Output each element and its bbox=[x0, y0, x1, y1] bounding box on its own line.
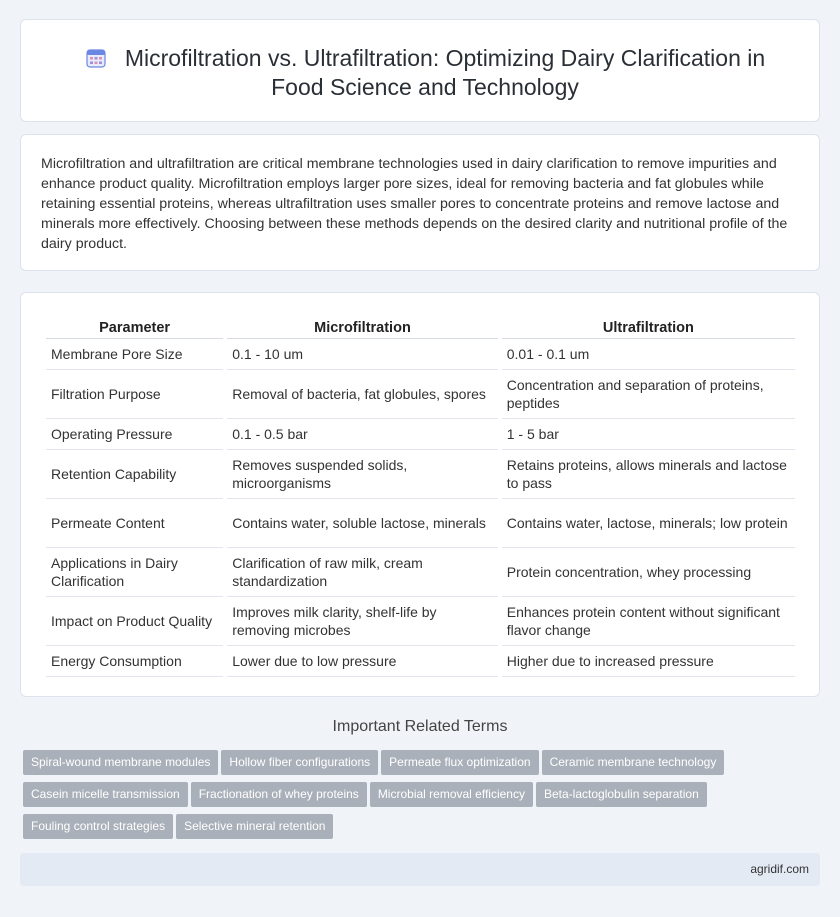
table-cell: Retention Capability bbox=[46, 450, 223, 499]
footer-site-link[interactable]: agridif.com bbox=[750, 862, 809, 876]
table-cell: Membrane Pore Size bbox=[46, 339, 223, 370]
footer-bar bbox=[20, 853, 820, 886]
related-term-tag[interactable]: Spiral-wound membrane modules bbox=[23, 750, 218, 775]
related-terms-heading: Important Related Terms bbox=[332, 718, 508, 735]
comparison-table bbox=[42, 315, 799, 677]
table-row bbox=[46, 548, 795, 597]
table-cell: Removal of bacteria, fat globules, spores bbox=[227, 370, 498, 419]
table-cell: 0.01 - 0.1 um bbox=[502, 339, 795, 370]
intro-paragraph: Microfiltration and ultrafiltration are critical membrane technologies used in dairy clarification to remove impurities and enhance product quality. Microfiltration employs larger pore sizes, ideal for removing bacteria and fat globules while retaining essential proteins, whereas ultrafiltration uses smaller pores to concentrate proteins and remove lactose and minerals more effectively. Choosing between these methods depends on the desired clarity and nutritional profile of the dairy product. bbox=[41, 156, 788, 252]
table-cell: Retains proteins, allows minerals and lactose to pass bbox=[502, 450, 795, 499]
table-row bbox=[46, 597, 795, 646]
intro-card bbox=[20, 134, 820, 271]
comparison-table-card bbox=[20, 292, 820, 697]
table-cell: Permeate Content bbox=[46, 499, 223, 548]
table-header-row bbox=[46, 315, 795, 339]
related-term-tag[interactable]: Permeate flux optimization bbox=[381, 750, 538, 775]
table-cell: 0.1 - 10 um bbox=[227, 339, 498, 370]
table-row bbox=[46, 370, 795, 419]
related-term-tag[interactable]: Hollow fiber configurations bbox=[221, 750, 378, 775]
table-row bbox=[46, 419, 795, 450]
page-title bbox=[85, 45, 765, 100]
table-cell: Impact on Product Quality bbox=[46, 597, 223, 646]
column-header-microfiltration: Microfiltration bbox=[227, 315, 498, 339]
related-term-tag[interactable]: Ceramic membrane technology bbox=[542, 750, 725, 775]
title-block bbox=[61, 44, 789, 102]
table-cell: Higher due to increased pressure bbox=[502, 646, 795, 677]
table-row bbox=[46, 499, 795, 548]
related-terms-list bbox=[23, 750, 823, 846]
column-header-ultrafiltration: Ultrafiltration bbox=[502, 315, 795, 339]
calendar-icon bbox=[85, 47, 107, 69]
related-term-tag[interactable]: Selective mineral retention bbox=[176, 814, 333, 839]
table-cell: Removes suspended solids, microorganisms bbox=[227, 450, 498, 499]
table-cell: 1 - 5 bar bbox=[502, 419, 795, 450]
table-cell: Lower due to low pressure bbox=[227, 646, 498, 677]
table-cell: Clarification of raw milk, cream standardization bbox=[227, 548, 498, 597]
table-cell: Operating Pressure bbox=[46, 419, 223, 450]
table-cell: 0.1 - 0.5 bar bbox=[227, 419, 498, 450]
related-term-tag[interactable]: Microbial removal efficiency bbox=[370, 782, 533, 807]
related-term-tag[interactable]: Casein micelle transmission bbox=[23, 782, 188, 807]
table-cell: Contains water, lactose, minerals; low protein bbox=[502, 499, 795, 548]
table-row bbox=[46, 450, 795, 499]
related-term-tag[interactable]: Fouling control strategies bbox=[23, 814, 173, 839]
table-cell: Applications in Dairy Clarification bbox=[46, 548, 223, 597]
table-cell: Improves milk clarity, shelf-life by removing microbes bbox=[227, 597, 498, 646]
table-row bbox=[46, 646, 795, 677]
page-title-text: Microfiltration vs. Ultrafiltration: Optimizing Dairy Clarification in Food Science and Technology bbox=[124, 45, 766, 100]
related-term-tag[interactable]: Fractionation of whey proteins bbox=[191, 782, 367, 807]
table-cell: Protein concentration, whey processing bbox=[502, 548, 795, 597]
table-row bbox=[46, 339, 795, 370]
title-card bbox=[20, 19, 820, 122]
table-cell: Energy Consumption bbox=[46, 646, 223, 677]
column-header-parameter: Parameter bbox=[46, 315, 223, 339]
table-cell: Enhances protein content without significant flavor change bbox=[502, 597, 795, 646]
table-cell: Concentration and separation of proteins, peptides bbox=[502, 370, 795, 419]
table-cell: Contains water, soluble lactose, minerals bbox=[227, 499, 498, 548]
related-term-tag[interactable]: Beta-lactoglobulin separation bbox=[536, 782, 707, 807]
table-cell: Filtration Purpose bbox=[46, 370, 223, 419]
